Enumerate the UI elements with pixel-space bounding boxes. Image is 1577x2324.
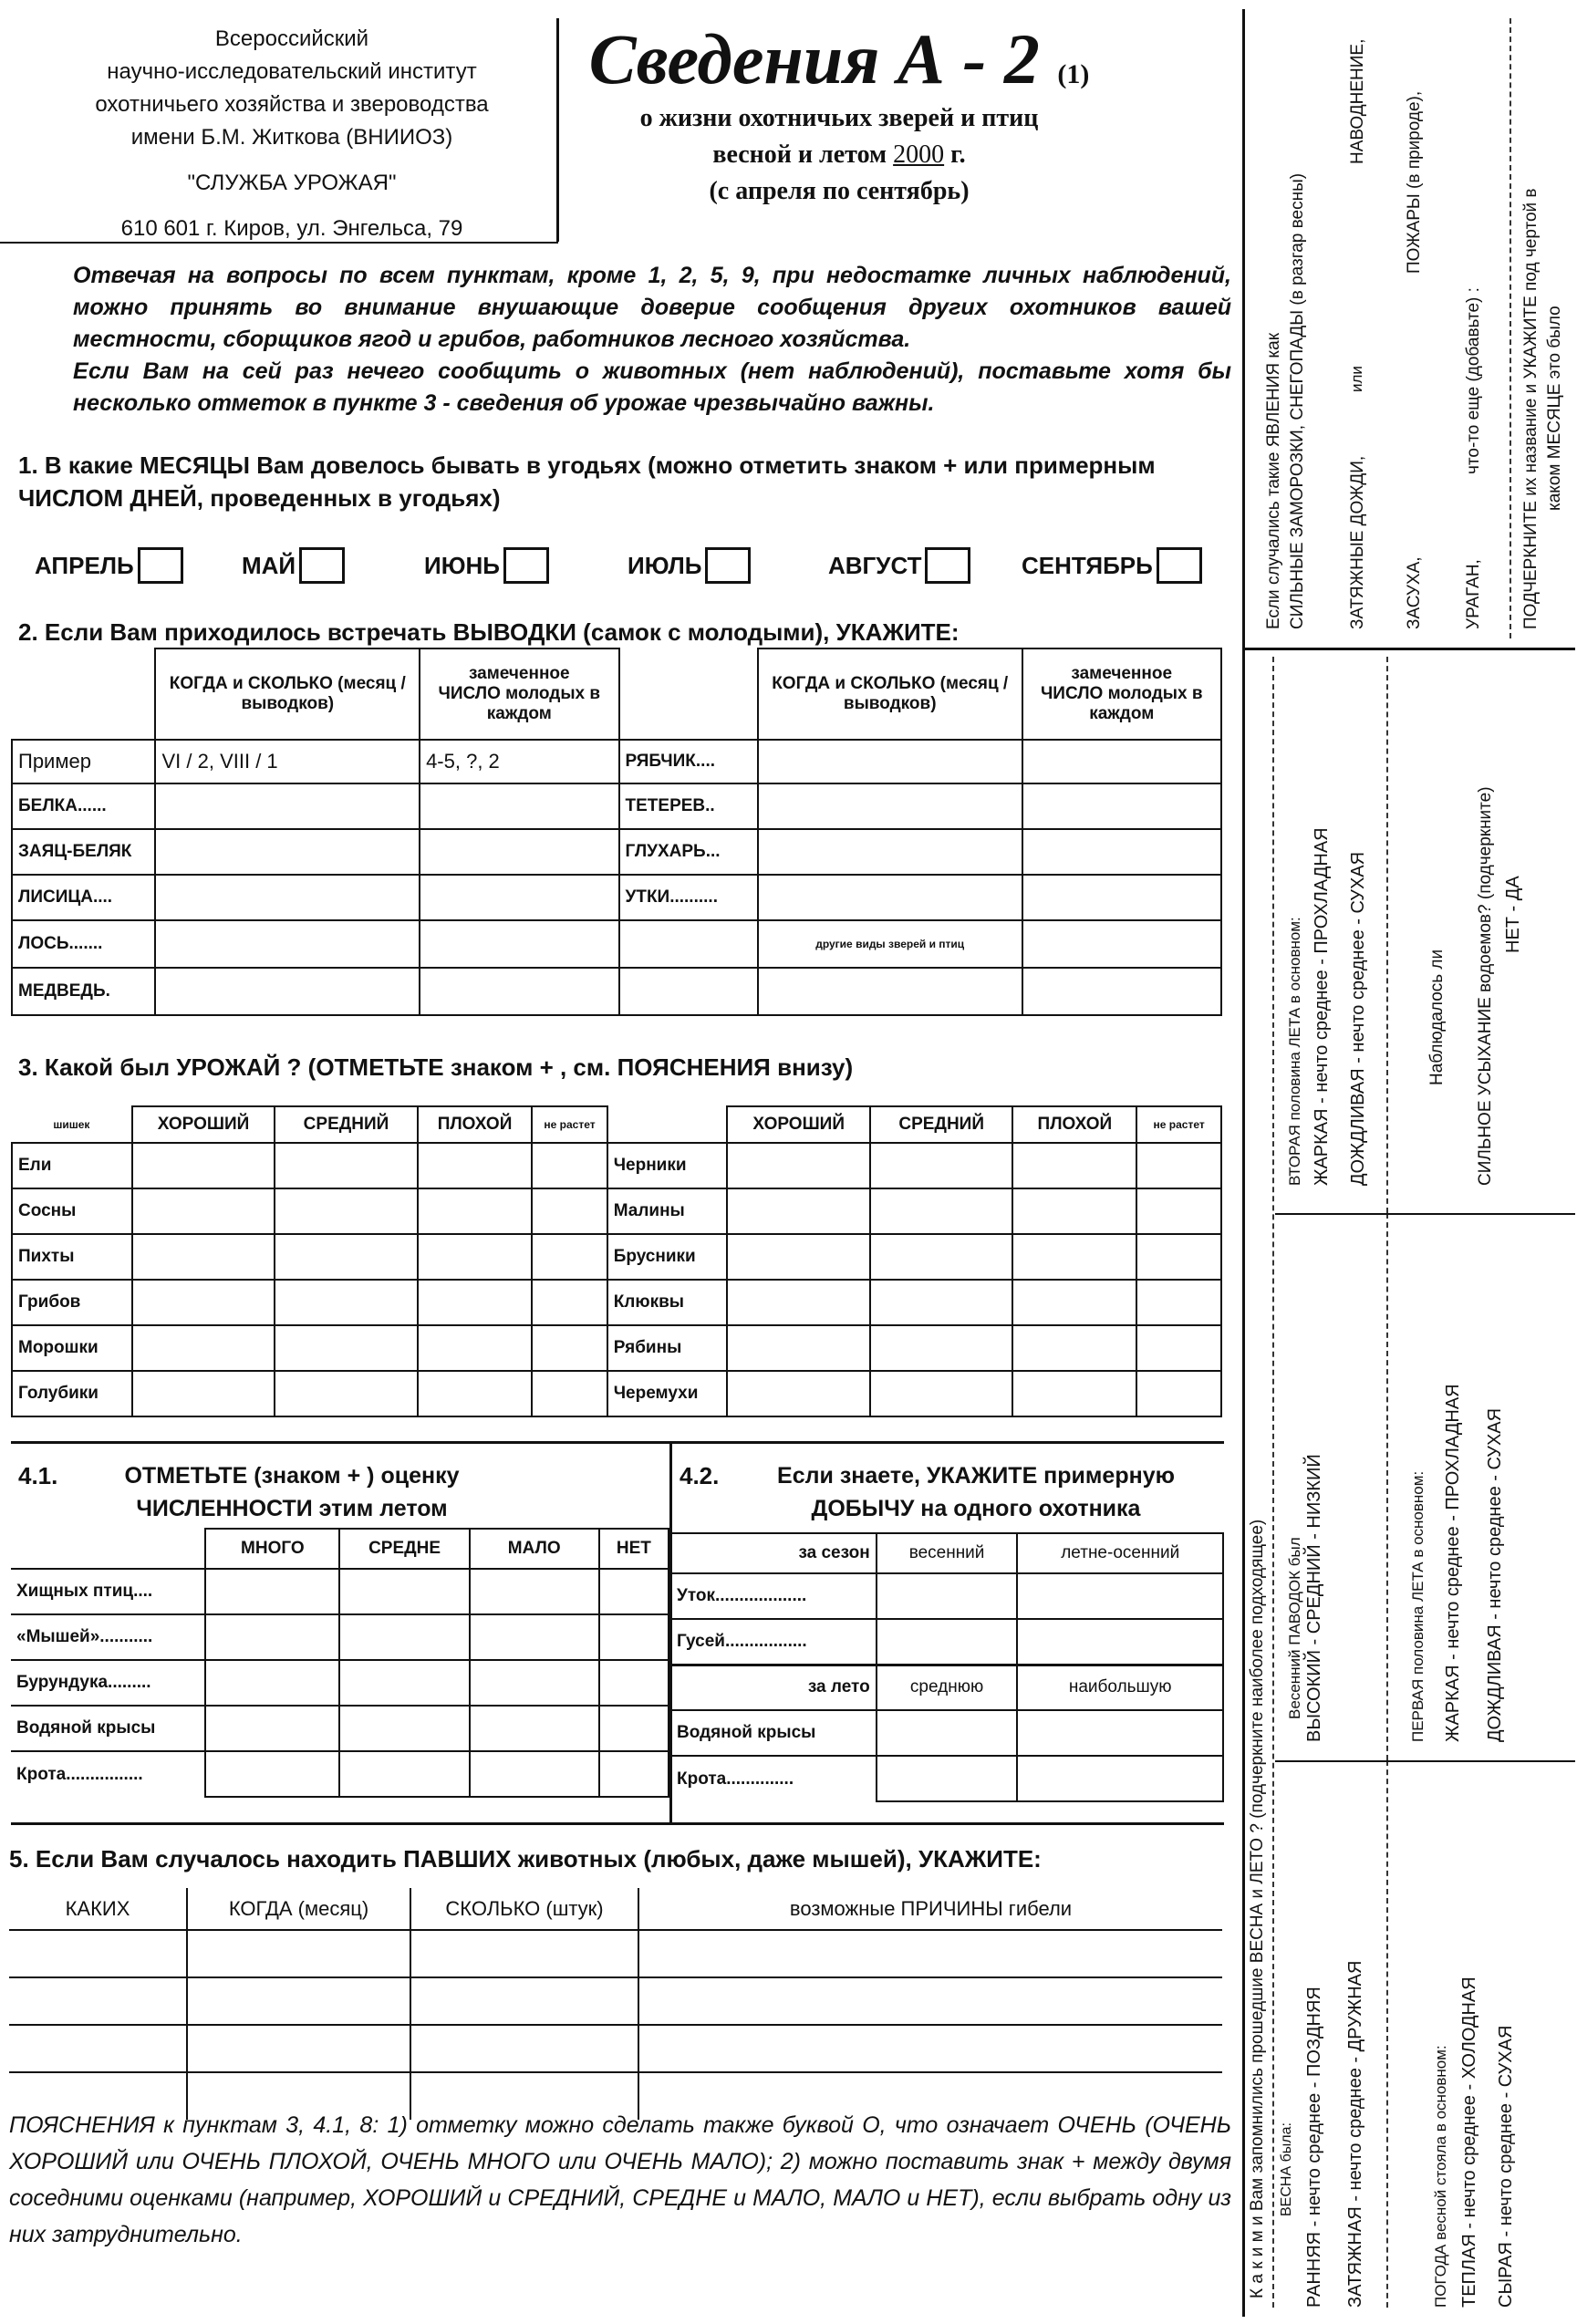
cell[interactable] <box>870 1371 1012 1416</box>
header-divider <box>556 18 559 242</box>
cell[interactable] <box>339 1706 469 1751</box>
col-when-2: КОГДА и СКОЛЬКО (месяц / выводков) <box>758 648 1022 740</box>
row-label: Малины <box>607 1188 728 1234</box>
side-main-question: К а к и м и Вам запомнились прошедшие ВЕСНА и ЛЕТО ? (подчеркните наиболее подходящее) <box>1248 1519 1267 2298</box>
cell[interactable] <box>205 1660 339 1706</box>
col-num: замеченное ЧИСЛО молодых в каждом <box>420 648 618 740</box>
cell[interactable] <box>470 1660 599 1706</box>
cell[interactable] <box>619 968 758 1015</box>
col-none: не растет <box>532 1106 607 1143</box>
cell[interactable] <box>418 1234 533 1280</box>
cell[interactable] <box>877 1619 1018 1665</box>
cell[interactable] <box>727 1371 869 1416</box>
row-label: Сосны <box>12 1188 132 1234</box>
form-title: Сведения А - 2 (1) <box>588 19 1090 99</box>
row-label: Гусей................. <box>671 1619 877 1665</box>
cell[interactable] <box>470 1569 599 1614</box>
subtitle: о жизни охотничьих зверей и птиц <box>639 104 1039 132</box>
row-label: ГЛУХАРЬ... <box>619 829 758 875</box>
row-label: Крота................ <box>11 1751 205 1797</box>
cell[interactable] <box>870 1280 1012 1325</box>
row-label: Морошки <box>12 1325 132 1371</box>
cell[interactable] <box>1012 1280 1136 1325</box>
cell[interactable] <box>532 1280 607 1325</box>
cell[interactable] <box>1012 1234 1136 1280</box>
side-text: Весенний ПАВОДОК был <box>1286 1537 1303 1719</box>
row-label: УТКИ.......... <box>619 875 758 920</box>
cell[interactable] <box>619 920 758 968</box>
cell[interactable] <box>1012 1143 1136 1188</box>
cell[interactable] <box>1136 1143 1221 1188</box>
cell[interactable] <box>155 920 420 968</box>
dead-animals-table <box>9 1888 1222 2120</box>
row-label: РЯБЧИК.... <box>619 740 758 783</box>
cell[interactable] <box>132 1371 275 1416</box>
intro-paragraph: Если Вам на сей раз нечего сообщить о животных (нет наблюдений), поставьте хотя бы несколько отметок в пункте 3 - сведения об урожае чрезвычайно важны. <box>73 358 1231 416</box>
cell[interactable] <box>410 1930 638 1977</box>
cell[interactable] <box>9 2025 187 2072</box>
q41-text: ОТМЕТЬТЕ (знаком + ) оценку ЧИСЛЕННОСТИ этим летом <box>124 1463 460 1521</box>
cell[interactable] <box>155 783 420 829</box>
side-text: ДОЖДЛИВАЯ - нечто среднее - СУХАЯ <box>1485 1407 1505 1742</box>
label-season: за сезон <box>671 1533 877 1573</box>
cell[interactable] <box>155 968 420 1015</box>
cell[interactable] <box>1136 1234 1221 1280</box>
row-label: Черемухи <box>607 1371 728 1416</box>
cell[interactable] <box>599 1614 669 1660</box>
cell[interactable] <box>727 1325 869 1371</box>
example-num: 4-5, ?, 2 <box>420 740 618 783</box>
cell[interactable] <box>132 1234 275 1280</box>
institute-block <box>36 23 547 245</box>
col-none: НЕТ <box>599 1529 669 1569</box>
cell[interactable] <box>758 783 1022 829</box>
cell[interactable] <box>758 829 1022 875</box>
cell[interactable] <box>275 1325 417 1371</box>
cell[interactable] <box>420 920 618 968</box>
cell[interactable] <box>1136 1188 1221 1234</box>
cell[interactable] <box>877 1710 1018 1756</box>
col-which: КАКИХ <box>9 1888 187 1930</box>
form-title-block <box>584 18 1095 210</box>
row-label: Черники <box>607 1143 728 1188</box>
cell[interactable] <box>1022 740 1222 783</box>
side-divider <box>1275 1760 1575 1762</box>
side-text: СИЛЬНЫЕ ЗАМОРОЗКИ, СНЕГОПАДЫ (в разгар весны) <box>1288 172 1307 629</box>
cell[interactable] <box>339 1569 469 1614</box>
row-label: Крота.............. <box>671 1756 877 1801</box>
side-text: ТЕПЛАЯ - нечто среднее - ХОЛОДНАЯ <box>1459 1976 1479 2308</box>
cell[interactable] <box>275 1280 417 1325</box>
cell[interactable] <box>532 1143 607 1188</box>
intro-text <box>18 260 1231 420</box>
cell[interactable] <box>599 1706 669 1751</box>
row-label: Ели <box>12 1143 132 1188</box>
question-3: 3. Какой был УРОЖАЙ ? (ОТМЕТЬТЕ знаком + , см. ПОЯСНЕНИЯ внизу) <box>18 1053 854 1081</box>
subtitle-period: (с апреля по сентябрь) <box>709 177 970 205</box>
month-jul[interactable]: ИЮЛЬ <box>628 547 751 584</box>
cell[interactable] <box>339 1614 469 1660</box>
side-text: каком МЕСЯЦЕ это было <box>1545 306 1564 511</box>
abundance-table <box>11 1528 669 1798</box>
col-cause: возможные ПРИЧИНЫ гибели <box>638 1888 1222 1930</box>
q41-number: 4.1. <box>18 1462 58 1489</box>
cell[interactable] <box>727 1143 869 1188</box>
row-label: Клюквы <box>607 1280 728 1325</box>
question-1: 1. В какие МЕСЯЦЫ Вам довелось бывать в угодьях (можно отметить знаком + или примерным ЧИСЛОМ ДНЕЙ, проведенных в угодьях) <box>18 451 1156 512</box>
question-2: 2. Если Вам приходилось встречать ВЫВОДКИ (самок с молодыми), УКАЖИТЕ: <box>18 618 960 646</box>
row-label: МЕДВЕДЬ. <box>12 968 155 1015</box>
cell[interactable] <box>205 1751 339 1797</box>
side-text: что-то еще (добавьте) : <box>1464 287 1483 474</box>
side-text: ЗАТЯЖНАЯ - нечто среднее - ДРУЖНАЯ <box>1345 1960 1365 2308</box>
cell[interactable] <box>418 1188 533 1234</box>
col-good-2: ХОРОШИЙ <box>727 1106 869 1143</box>
col-few: МАЛО <box>470 1529 599 1569</box>
cell[interactable] <box>758 740 1022 783</box>
side-dash <box>1272 657 1274 2308</box>
row-label: Голубики <box>12 1371 132 1416</box>
col-good: ХОРОШИЙ <box>132 1106 275 1143</box>
org-line: охотничьего хозяйства и звероводства <box>95 92 489 117</box>
col-summer-autumn: летне-осенний <box>1017 1533 1223 1573</box>
cell[interactable] <box>205 1614 339 1660</box>
col-bad: ПЛОХОЙ <box>418 1106 533 1143</box>
row-label: ТЕТЕРЕВ.. <box>619 783 758 829</box>
cell[interactable] <box>1136 1371 1221 1416</box>
cell[interactable] <box>339 1751 469 1797</box>
cell[interactable] <box>1022 829 1222 875</box>
sidebar-divider <box>1242 648 1575 650</box>
col-when: КОГДА и СКОЛЬКО (месяц / выводков) <box>155 648 420 740</box>
cell[interactable] <box>870 1188 1012 1234</box>
month-aug[interactable]: АВГУСТ <box>828 547 970 584</box>
cell[interactable] <box>187 2025 410 2072</box>
subtitle-year: весной и летом 2000 г. <box>712 140 966 169</box>
side-dash <box>1510 18 1511 638</box>
row-label: Грибов <box>12 1280 132 1325</box>
cell[interactable] <box>877 1756 1018 1801</box>
section-divider <box>11 1441 1224 1444</box>
cell[interactable] <box>132 1325 275 1371</box>
side-text: ВЕСНА была: <box>1279 2122 1294 2216</box>
cell[interactable] <box>870 1143 1012 1188</box>
cell[interactable] <box>275 1188 417 1234</box>
cell[interactable] <box>1017 1710 1223 1756</box>
side-text: ВЫСОКИЙ - СРЕДНИЙ - НИЗКИЙ <box>1304 1454 1324 1742</box>
cell[interactable] <box>1022 920 1222 968</box>
cell[interactable] <box>418 1280 533 1325</box>
sidebar-border <box>1242 9 1245 2317</box>
cell[interactable] <box>275 1371 417 1416</box>
cell[interactable] <box>205 1706 339 1751</box>
side-dash <box>1386 657 1388 1213</box>
cell[interactable] <box>275 1143 417 1188</box>
row-label: ЛОСЬ....... <box>12 920 155 968</box>
cell[interactable] <box>727 1234 869 1280</box>
harvest-per-hunter-table <box>671 1532 1224 1802</box>
side-text: ПЕРВАЯ половина ЛЕТА в основном: <box>1409 1470 1427 1742</box>
cell[interactable] <box>155 829 420 875</box>
org-line: научно-исследовательский институт <box>107 59 477 84</box>
side-text: или <box>1348 366 1365 392</box>
side-text: НАВОДНЕНИЕ, <box>1348 38 1367 164</box>
side-dash <box>1386 1213 1388 1760</box>
month-jun[interactable]: ИЮНЬ <box>424 547 549 584</box>
example-label: Пример <box>12 740 155 783</box>
cell[interactable] <box>470 1614 599 1660</box>
row-label: Брусники <box>607 1234 728 1280</box>
row-label: ЗАЯЦ-БЕЛЯК <box>12 829 155 875</box>
question-5: 5. Если Вам случалось находить ПАВШИХ животных (любых, даже мышей), УКАЖИТЕ: <box>9 1845 1042 1873</box>
cell[interactable] <box>599 1660 669 1706</box>
cell[interactable] <box>870 1234 1012 1280</box>
cell[interactable] <box>532 1234 607 1280</box>
cell[interactable] <box>638 1930 1222 1977</box>
corner-label: шишек <box>12 1106 132 1143</box>
cell[interactable] <box>339 1660 469 1706</box>
cell[interactable] <box>727 1280 869 1325</box>
side-text: ПОГОДА весной стояла в основном: <box>1432 2045 1449 2308</box>
cell[interactable] <box>1017 1756 1223 1801</box>
side-text: Наблюдалось ли <box>1427 949 1447 1085</box>
cell[interactable] <box>420 783 618 829</box>
cell[interactable] <box>532 1371 607 1416</box>
cell[interactable] <box>1136 1325 1221 1371</box>
row-label: Рябины <box>607 1325 728 1371</box>
header-underline <box>0 242 558 244</box>
intro-paragraph: Отвечая на вопросы по всем пунктам, кроме 1, 2, 5, 9, при недостатке личных наблюдений, можно принять во внимание внушающие доверие сообщения других охотников вашей местности, сборщиков ягод и грибов, работников лесного хозяйства. <box>73 263 1231 352</box>
row-label: Хищных птиц.... <box>11 1569 205 1614</box>
cell[interactable] <box>638 2025 1222 2072</box>
side-dash <box>1386 1760 1388 2308</box>
side-text: УРАГАН, <box>1464 559 1483 629</box>
cell[interactable] <box>187 1930 410 1977</box>
row-label: ЛИСИЦА.... <box>12 875 155 920</box>
col-max: наибольшую <box>1017 1665 1223 1710</box>
cell[interactable] <box>410 1977 638 2025</box>
cell[interactable] <box>758 875 1022 920</box>
col-average: среднюю <box>877 1665 1018 1710</box>
side-text: ЖАРКАЯ - нечто среднее - ПРОХЛАДНАЯ <box>1443 1384 1463 1742</box>
col-mid: СРЕДНЕ <box>339 1529 469 1569</box>
cell[interactable] <box>877 1573 1018 1619</box>
cell[interactable] <box>727 1188 869 1234</box>
cell[interactable] <box>1022 968 1222 1015</box>
side-text: НЕТ - ДА <box>1503 876 1523 953</box>
cell[interactable] <box>1022 875 1222 920</box>
cell[interactable] <box>599 1569 669 1614</box>
row-label: Водяной крысы <box>11 1706 205 1751</box>
example-when: VI / 2, VIII / 1 <box>155 740 420 783</box>
cell[interactable] <box>418 1371 533 1416</box>
col-num-2: замеченное ЧИСЛО молодых в каждом <box>1022 648 1222 740</box>
side-text: ПОЖАРЫ (в природе), <box>1405 90 1424 274</box>
cell[interactable] <box>1136 1280 1221 1325</box>
cell[interactable] <box>532 1188 607 1234</box>
cell[interactable] <box>418 1325 533 1371</box>
month-apr[interactable]: АПРЕЛЬ <box>35 547 183 584</box>
cell[interactable] <box>205 1569 339 1614</box>
cell[interactable] <box>758 968 1022 1015</box>
cell[interactable] <box>638 1977 1222 2025</box>
side-text: СИЛЬНОЕ УСЫХАНИЕ водоемов? (подчеркните) <box>1476 786 1495 1186</box>
side-text: ВТОРАЯ половина ЛЕТА в основном: <box>1286 917 1303 1186</box>
cell[interactable] <box>420 829 618 875</box>
side-text: РАННЯЯ - нечто среднее - ПОЗДНЯЯ <box>1304 1987 1324 2308</box>
cell[interactable] <box>155 875 420 920</box>
col-none-2: не растет <box>1136 1106 1221 1143</box>
cell[interactable] <box>1017 1619 1223 1665</box>
cell[interactable] <box>410 2025 638 2072</box>
section-divider <box>11 1822 1224 1825</box>
row-label: Уток................... <box>671 1573 877 1619</box>
cell[interactable] <box>1012 1371 1136 1416</box>
row-label: «Мышей»........... <box>11 1614 205 1660</box>
row-label: Бурундука......... <box>11 1660 205 1706</box>
cell[interactable] <box>418 1143 533 1188</box>
month-sep[interactable]: СЕНТЯБРЬ <box>1022 547 1202 584</box>
cell[interactable] <box>132 1143 275 1188</box>
broods-table <box>11 648 1222 1016</box>
cell[interactable] <box>187 1977 410 2025</box>
row-label: Водяной крысы <box>671 1710 877 1756</box>
cell[interactable] <box>470 1706 599 1751</box>
org-line: имени Б.М. Житкова (ВНИИОЗ) <box>130 125 453 150</box>
col-count: СКОЛЬКО (штук) <box>410 1888 638 1930</box>
col-avg: СРЕДНИЙ <box>275 1106 417 1143</box>
col-when: КОГДА (месяц) <box>187 1888 410 1930</box>
cell[interactable] <box>132 1280 275 1325</box>
cell[interactable] <box>132 1188 275 1234</box>
cell[interactable] <box>9 1930 187 1977</box>
side-text: ДОЖДЛИВАЯ - нечто среднее - СУХАЯ <box>1348 851 1368 1186</box>
org-line: Всероссийский <box>214 26 369 51</box>
address: 610 601 г. Киров, ул. Энгельса, 79 <box>120 216 463 241</box>
service-name: "СЛУЖБА УРОЖАЯ" <box>187 171 397 195</box>
side-text: Если случались такие ЯВЛЕНИЯ как <box>1264 332 1283 629</box>
col-many: МНОГО <box>205 1529 339 1569</box>
side-text: СЫРАЯ - нечто среднее - СУХАЯ <box>1496 2025 1516 2308</box>
cell[interactable] <box>420 875 618 920</box>
cell[interactable] <box>1012 1188 1136 1234</box>
side-divider <box>1275 1213 1575 1215</box>
q42-text: Если знаете, УКАЖИТЕ примерную ДОБЫЧУ на одного охотника <box>777 1463 1175 1521</box>
row-label: Пихты <box>12 1234 132 1280</box>
side-text: ПОДЧЕРКНИТЕ их название и УКАЖИТЕ под чертой в <box>1521 188 1541 629</box>
col-bad-2: ПЛОХОЙ <box>1012 1106 1136 1143</box>
col-avg-2: СРЕДНИЙ <box>870 1106 1012 1143</box>
cell[interactable] <box>420 968 618 1015</box>
side-text: ЖАРКАЯ - нечто среднее - ПРОХЛАДНАЯ <box>1312 827 1332 1186</box>
month-may[interactable]: МАЙ <box>242 547 345 584</box>
cell[interactable] <box>1012 1325 1136 1371</box>
notes-text: ПОЯСНЕНИЯ к пунктам 3, 4.1, 8: 1) отметку можно сделать также буквой О, что означает ОЧЕНЬ (ОЧЕНЬ ХОРОШИЙ или ОЧЕНЬ ПЛОХОЙ, ОЧЕНЬ МНОГО или ОЧЕНЬ МАЛО); 2) можно поставить знак + между двумя соседними оценками (например, ХОРОШИЙ и СРЕДНИЙ, СРЕДНЕ и МАЛО, МАЛО и НЕТ), если выбрать одну из них затруднительно. <box>9 2112 1231 2247</box>
label-summer: за лето <box>671 1665 877 1710</box>
harvest-table <box>11 1105 1222 1417</box>
cell[interactable] <box>870 1325 1012 1371</box>
cell[interactable] <box>599 1751 669 1797</box>
q42-number: 4.2. <box>680 1462 720 1489</box>
other-species-label: другие виды зверей и птиц <box>758 920 1022 968</box>
col-spring: весенний <box>877 1533 1018 1573</box>
cell[interactable] <box>532 1325 607 1371</box>
cell[interactable] <box>470 1751 599 1797</box>
cell[interactable] <box>1022 783 1222 829</box>
side-text: ЗАТЯЖНЫЕ ДОЖДИ, <box>1348 455 1367 629</box>
cell[interactable] <box>1017 1573 1223 1619</box>
row-label: БЕЛКА...... <box>12 783 155 829</box>
cell[interactable] <box>275 1234 417 1280</box>
cell[interactable] <box>9 1977 187 2025</box>
side-text: ЗАСУХА, <box>1405 556 1424 629</box>
